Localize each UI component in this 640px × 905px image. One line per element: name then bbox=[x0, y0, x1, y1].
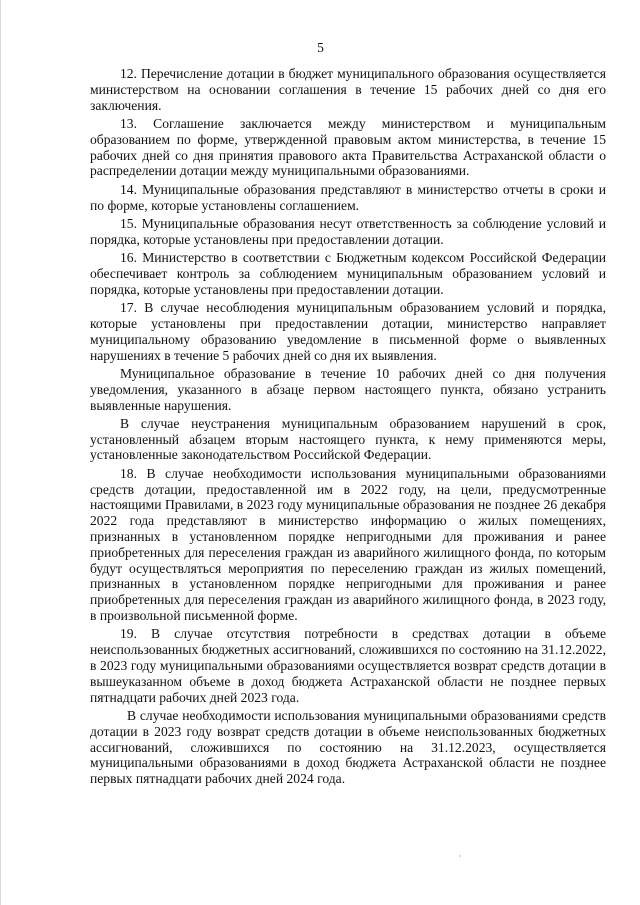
paragraph-item-15: 15. Муниципальные образования несут ответственность за соблюдение условий и порядка, которые установлены при предоставлении дотации. bbox=[90, 215, 606, 247]
paragraph-item-12: 12. Перечисление дотации в бюджет муниципального образования осуществляется министерством на основании соглашения в течение 15 рабочих дней со дня его заключения. bbox=[90, 66, 606, 113]
paragraph-item-17-part-2: Муниципальное образование в течение 10 рабочих дней со дня получения уведомления, указанного в абзаце первом настоящего пункта, обязано устранить выявленные нарушения. bbox=[90, 365, 606, 413]
page-number: 5 bbox=[317, 40, 324, 55]
scan-dot bbox=[459, 855, 461, 857]
paragraph-item-19: 19. В случае отсутствия потребности в средствах дотации в объеме неиспользованных бюджетных ассигнований, сложившихся по состоянию на 31.12.2022, в 2023 году муниципальными образованиями осуществляется возврат средств дотации в вышеуказанном объеме в доход бюджета Астраханской области не позднее первых пятнадцати рабочих дней 2023 года. bbox=[90, 626, 606, 705]
paragraph-item-13: 13. Соглашение заключается между министерством и муниципальным образованием по форме, утвержденной правовым актом министерства, в течение 15 рабочих дней со дня принятия правового акта Правительства Астраханской области о распределении дотации между муниципальными образованиями. bbox=[90, 115, 606, 179]
paragraph-item-14: 14. Муниципальные образования представляют в министерство отчеты в сроки и по форме, которые установлены соглашением. bbox=[90, 181, 606, 213]
paragraph-item-19-part-2: В случае необходимости использования муниципальными образованиями средств дотации в 2023 году возврат средств дотации в объеме неиспользованных бюджетных ассигнований, сложившихся по состоянию на 31.12.2023, осуществляется муниципальными образованиями в доход бюджета Астраханской области не позднее первых пятнадцати рабочих дней 2024 года. bbox=[90, 708, 606, 787]
paragraph-item-18: 18. В случае необходимости использования муниципальными образованиями средств дотации, предоставленной им в 2022 году, на цели, предусмотренные настоящими Правилами, в 2023 году муниципальные образования не позднее 26 декабря 2022 года представляют в министерство информацию о жилых помещениях, признанных в установленном порядке непригодными для проживания и ранее приобретенных для переселения граждан из аварийного жилищного фонда, по которым будут осуществляться мероприятия по переселению граждан из жилых помещений, признанных в установленном порядке непригодными для проживания и ранее приобретенных для переселения граждан из аварийного жилищного фонда, в 2023 году, в произвольной письменной форме. bbox=[90, 465, 606, 624]
paragraph-item-17-part-3: В случае неустранения муниципальным образованием нарушений в срок, установленный абзацем вторым настоящего пункта, к нему применяются меры, установленные законодательством Российской Федерации. bbox=[90, 415, 606, 463]
paragraph-item-17: 17. В случае несоблюдения муниципальным образованием условий и порядка, которые установлены при предоставлении дотации, министерство направляет муниципальному образованию уведомление в письменной форме о выявленных нарушениях в течение 5 рабочих дней со дня их выявления. bbox=[90, 300, 606, 363]
paragraph-item-16: 16. Министерство в соответствии с Бюджетным кодексом Российской Федерации обеспечивает контроль за соблюдением муниципальным образованием условий и порядка, которые установлены при предоставлении дотации. bbox=[90, 250, 606, 297]
document-body bbox=[90, 66, 606, 790]
